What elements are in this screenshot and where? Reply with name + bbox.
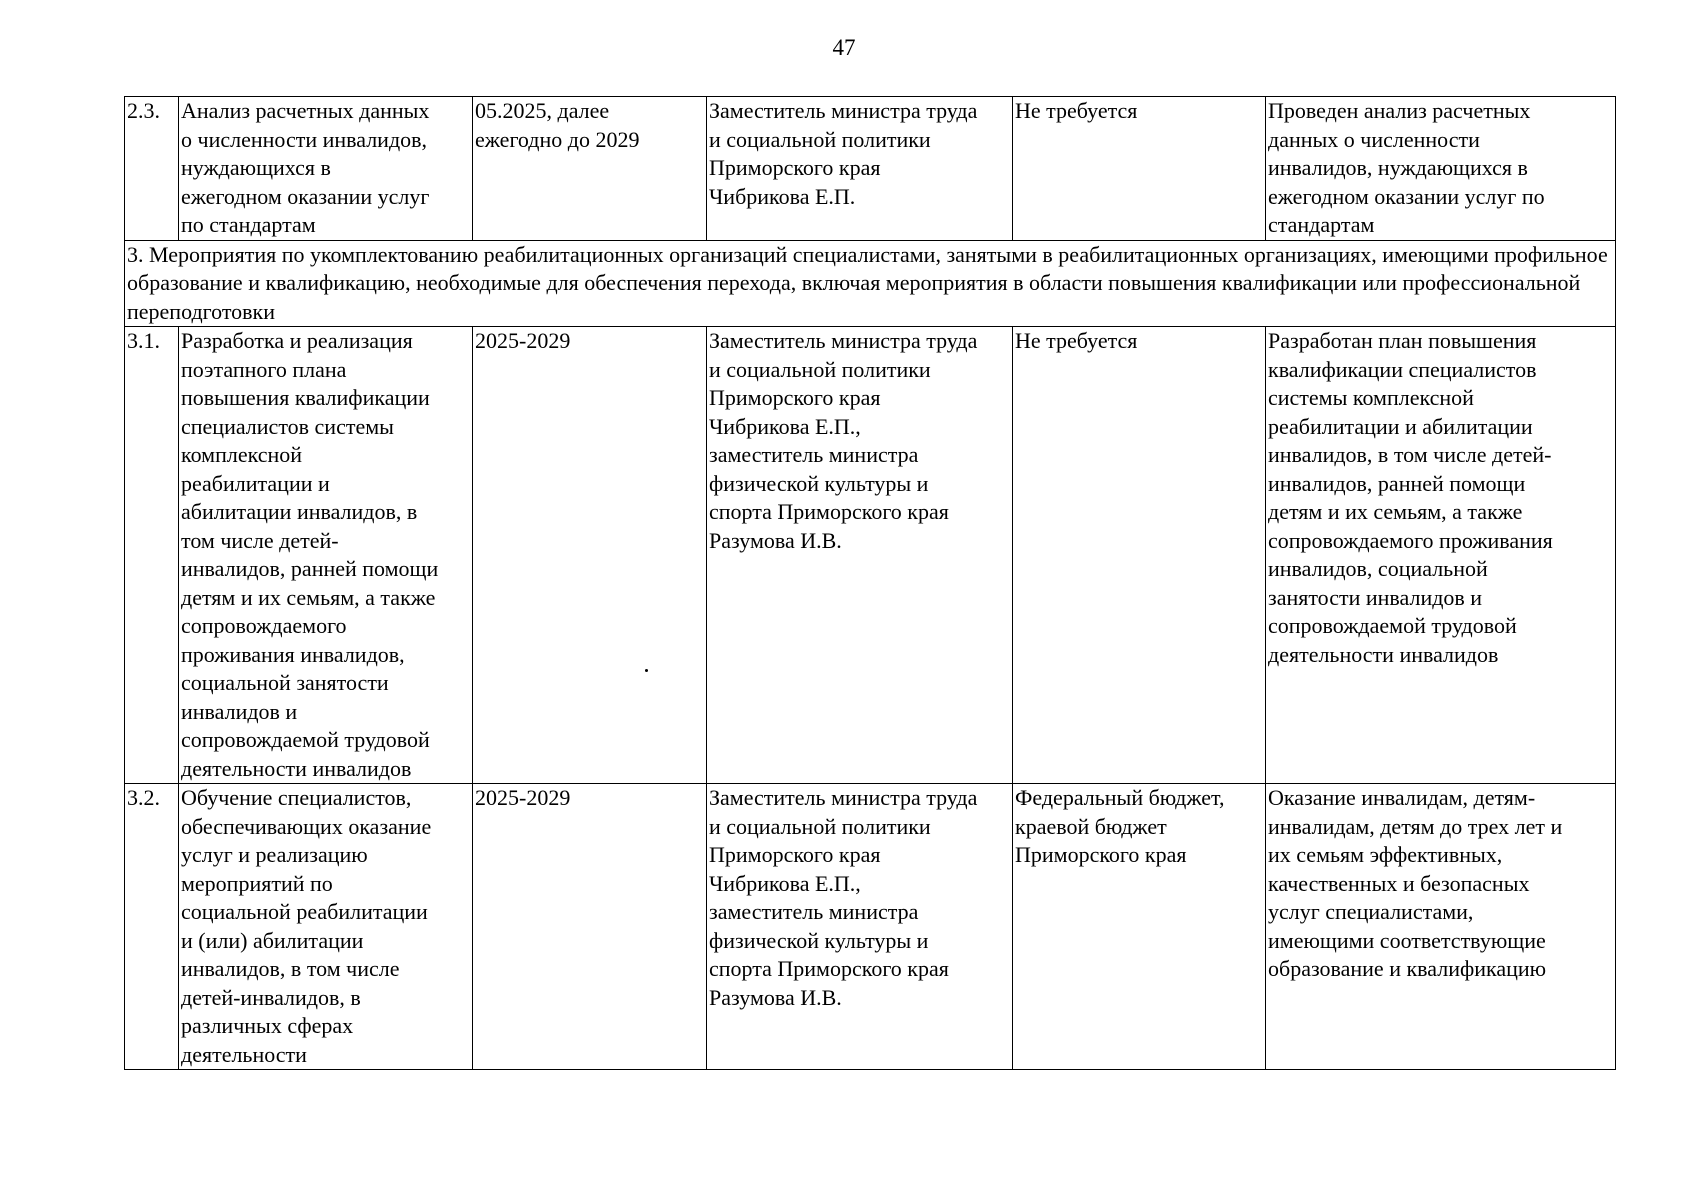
responsible-cell: Заместитель министра труда и социальной политики Приморского края Чибрикова Е.П., заместитель министра физической культуры и спорта Приморского края Разумова И.В. <box>707 327 1013 784</box>
term-cell: 05.2025, далее ежегодно до 2029 <box>473 97 707 241</box>
table-row <box>125 784 1616 1070</box>
row-number-cell: 3.2. <box>125 784 179 1070</box>
result-cell: Оказание инвалидам, детям- инвалидам, детям до трех лет и их семьям эффективных, качественных и безопасных услуг специалистами, имеющими соответствующие образование и квалификацию <box>1266 784 1616 1070</box>
responsible-cell: Заместитель министра труда и социальной политики Приморского края Чибрикова Е.П., заместитель министра физической культуры и спорта Приморского края Разумова И.В. <box>707 784 1013 1070</box>
page-number: 47 <box>832 35 856 60</box>
event-cell: Разработка и реализация поэтапного плана повышения квалификации специалистов системы комплексной реабилитации и абилитации инвалидов, в том числе детей- инвалидов, ранней помощи детям и их семьям, а также сопровождаемого проживания инвалидов, социальной занятости инвалидов и сопровождаемой трудовой деятельности инвалидов <box>179 327 473 784</box>
funding-cell: Федеральный бюджет, краевой бюджет Приморского края <box>1013 784 1266 1070</box>
activities-table <box>124 96 1616 1070</box>
table-row <box>125 327 1616 784</box>
scan-speck <box>645 669 648 672</box>
responsible-cell: Заместитель министра труда и социальной политики Приморского края Чибрикова Е.П. <box>707 97 1013 241</box>
term-cell: 2025-2029 <box>473 327 707 784</box>
funding-cell: Не требуется <box>1013 327 1266 784</box>
section-heading-row <box>125 240 1616 327</box>
section-heading-cell: 3. Мероприятия по укомплектованию реабилитационных организаций специалистами, занятыми в реабилитационных организациях, имеющими профильное образование и квалификацию, необходимые для обеспечения перехода, включая мероприятия в области повышения квалификации или профессиональной переподготовки <box>125 240 1616 327</box>
result-cell: Разработан план повышения квалификации специалистов системы комплексной реабилитации и абилитации инвалидов, в том числе детей- инвалидов, ранней помощи детям и их семьям, а также сопровождаемого проживания инвалидов, социальной занятости инвалидов и сопровождаемой трудовой деятельности инвалидов <box>1266 327 1616 784</box>
row-number-cell: 3.1. <box>125 327 179 784</box>
row-number-cell: 2.3. <box>125 97 179 241</box>
table-row <box>125 97 1616 241</box>
funding-cell: Не требуется <box>1013 97 1266 241</box>
event-cell: Обучение специалистов, обеспечивающих оказание услуг и реализацию мероприятий по социальной реабилитации и (или) абилитации инвалидов, в том числе детей-инвалидов, в различных сферах деятельности <box>179 784 473 1070</box>
term-cell: 2025-2029 <box>473 784 707 1070</box>
result-cell: Проведен анализ расчетных данных о численности инвалидов, нуждающихся в ежегодном оказании услуг по стандартам <box>1266 97 1616 241</box>
event-cell: Анализ расчетных данных о численности инвалидов, нуждающихся в ежегодном оказании услуг по стандартам <box>179 97 473 241</box>
